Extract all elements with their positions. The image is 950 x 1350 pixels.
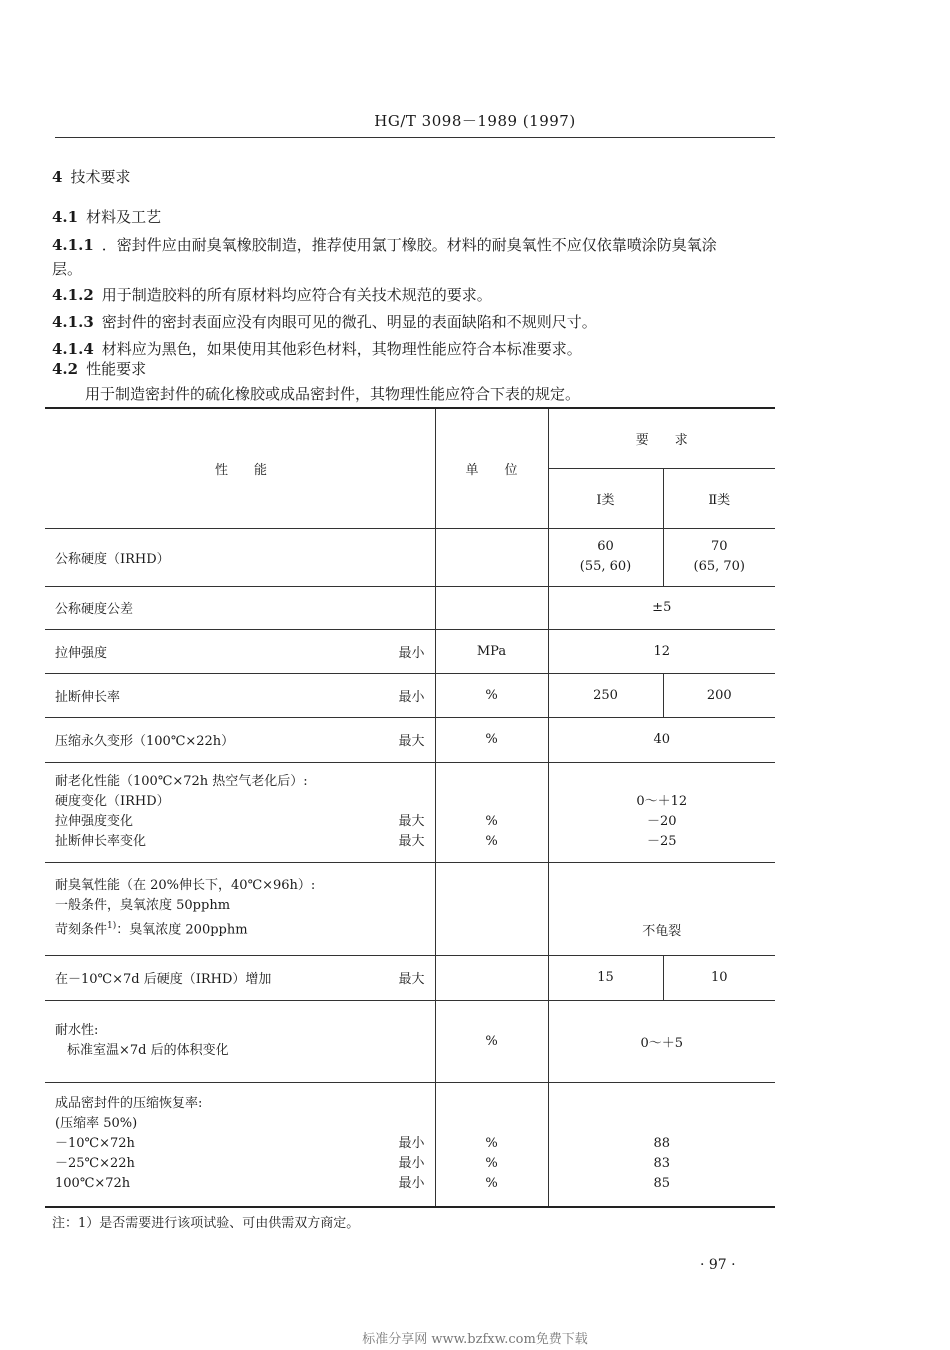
header-requirement: 要 求	[548, 408, 775, 468]
clause-4-1-4	[52, 338, 582, 359]
requirement-value: ±5	[548, 586, 775, 629]
property-line: －10℃×72h	[55, 1136, 135, 1152]
clause-number: 4.1.3	[52, 313, 94, 331]
clause-text: 密封件的密封表面应没有肉眼可见的微孔、明显的表面缺陷和不规则尺寸。	[101, 313, 597, 331]
table-footnote: 注：1）是否需要进行该项试验、可由供需双方商定。	[52, 1216, 360, 1231]
property-cell	[45, 1082, 435, 1207]
requirement-value: 0～＋5	[548, 1000, 775, 1082]
property-line: 耐臭氧性能（在 20%伸长下，40℃×96h）:	[55, 878, 316, 894]
property-name: 在－10℃×7d 后硬度（IRHD）增加	[55, 972, 272, 987]
unit-cell	[435, 955, 548, 1000]
row-compression-set	[45, 717, 775, 762]
header-class-2: Ⅱ类	[663, 468, 775, 528]
performance-table	[45, 407, 775, 1208]
unit-cell	[435, 762, 548, 862]
property-line: 成品密封件的压缩恢复率:	[55, 1096, 203, 1112]
property-name: 拉伸强度	[55, 645, 108, 661]
property-line: 耐水性:	[55, 1023, 99, 1038]
row-hardness	[45, 528, 775, 586]
clause-number: 4.1.1	[52, 236, 94, 254]
row-aging	[45, 762, 775, 862]
heading-text: 材料及工艺	[86, 208, 162, 226]
heading-text: 性能要求	[86, 360, 147, 378]
heading-text: 技术要求	[70, 168, 131, 186]
heading-4-2	[52, 358, 146, 379]
property-cell	[45, 762, 435, 862]
table-intro: 用于制造密封件的硫化橡胶或成品密封件，其物理性能应符合下表的规定。	[85, 385, 581, 403]
unit-line: %	[485, 1176, 498, 1192]
page-number: · 97 ·	[700, 1257, 736, 1273]
qualifier: 最小	[398, 689, 425, 705]
property-line: 硬度变化（IRHD）	[55, 794, 170, 809]
class-1-value: 250	[548, 673, 663, 717]
clause-4-1-1	[52, 234, 717, 255]
table-header-row	[45, 408, 775, 468]
clause-4-1-2	[52, 284, 492, 305]
property-line: 扯断伸长率变化	[55, 834, 147, 849]
property-line	[55, 916, 248, 940]
qualifier: 最大	[398, 734, 425, 749]
requirement-value	[548, 762, 775, 862]
heading-number: 4	[52, 168, 63, 186]
clause-text: ．密封件应由耐臭氧橡胶制造，推荐使用氯丁橡胶。材料的耐臭氧性不应仅依靠喷涂防臭氧涂	[101, 236, 717, 254]
requirement-value: 40	[548, 717, 775, 762]
property-line: 100℃×72h	[55, 1176, 131, 1192]
row-elongation	[45, 673, 775, 717]
heading-4-1	[52, 206, 161, 227]
value-line: 88	[653, 1136, 671, 1152]
qualifier: 最小	[398, 1176, 425, 1192]
property-name: 压缩永久变形（100℃×22h）	[55, 734, 235, 749]
requirement-value: 12	[548, 629, 775, 673]
property-text: ：臭氧浓度 200pphm	[116, 922, 248, 938]
property-line: 拉伸强度变化	[55, 814, 134, 829]
header-rule	[55, 137, 775, 138]
property-name: 扯断伸长率	[55, 689, 121, 705]
unit-line: %	[485, 814, 498, 829]
value-line: 85	[653, 1176, 671, 1192]
value-line: 70	[710, 539, 728, 554]
unit-cell: %	[435, 1000, 548, 1082]
row-compression-recovery	[45, 1082, 775, 1207]
row-low-temperature	[45, 955, 775, 1000]
requirement-value: 不龟裂	[548, 862, 775, 955]
value-line: 60	[597, 539, 614, 554]
row-tolerance	[45, 586, 775, 629]
property-line: 耐老化性能（100℃×72h 热空气老化后）:	[55, 774, 308, 789]
clause-4-1-1-continued: 层。	[52, 260, 83, 278]
clause-text: 材料应为黑色，如果使用其他彩色材料，其物理性能应符合本标准要求。	[101, 340, 582, 358]
clause-4-1-3	[52, 311, 597, 332]
unit-cell	[435, 586, 548, 629]
header-unit: 单 位	[435, 408, 548, 528]
unit-line: %	[485, 1136, 498, 1152]
class-2-value: 200	[663, 673, 775, 717]
qualifier: 最大	[398, 972, 425, 987]
qualifier: 最小	[398, 645, 425, 661]
property-line: 一般条件，臭氧浓度 50pphm	[55, 898, 231, 914]
value-line: (55, 60)	[579, 559, 632, 574]
class-1-value: 15	[548, 955, 663, 1000]
unit-line: %	[485, 1156, 498, 1172]
unit-cell	[435, 528, 548, 586]
row-ozone	[45, 862, 775, 955]
value-line: (65, 70)	[693, 559, 745, 574]
row-tensile	[45, 629, 775, 673]
property-text: 苛刻条件	[55, 922, 108, 938]
class-2-value	[663, 528, 775, 586]
qualifier: 最小	[398, 1136, 425, 1152]
unit-cell	[435, 1082, 548, 1207]
property-name: 公称硬度（IRHD）	[55, 551, 170, 567]
property-line: －25℃×22h	[55, 1156, 135, 1172]
property-line: (压缩率 50%)	[55, 1116, 138, 1132]
class-2-value: 10	[663, 955, 775, 1000]
running-header: HG/T 3098－1989 (1997)	[374, 112, 576, 130]
footnote-mark: 1)	[107, 921, 117, 932]
qualifier: 最小	[398, 1156, 425, 1172]
unit-cell	[435, 862, 548, 955]
value-line: 83	[653, 1156, 671, 1172]
clause-number: 4.1.4	[52, 340, 94, 358]
qualifier: 最大	[398, 834, 425, 849]
property-line: 标准室温×7d 后的体积变化	[67, 1043, 229, 1058]
heading-number: 4.1	[52, 208, 79, 226]
value-line: 0～＋12	[636, 794, 688, 809]
watermark: 标准分享网 www.bzfxw.com免费下载	[362, 1332, 588, 1347]
row-water-resistance	[45, 1000, 775, 1082]
unit-cell: MPa	[435, 629, 548, 673]
value-line: －20	[646, 814, 677, 829]
qualifier: 最大	[398, 814, 425, 829]
class-1-value	[548, 528, 663, 586]
property-cell	[45, 862, 435, 955]
requirement-value	[548, 1082, 775, 1207]
heading-4	[52, 166, 130, 187]
value-line: －25	[646, 834, 677, 849]
heading-number: 4.2	[52, 360, 79, 378]
header-class-1: Ⅰ类	[548, 468, 663, 528]
unit-line: %	[485, 834, 498, 849]
clause-text: 用于制造胶料的所有原材料均应符合有关技术规范的要求。	[101, 286, 492, 304]
property-name: 公称硬度公差	[55, 602, 134, 617]
unit-cell: %	[435, 717, 548, 762]
clause-number: 4.1.2	[52, 286, 94, 304]
unit-cell: %	[435, 673, 548, 717]
header-property: 性 能	[45, 408, 435, 528]
property-cell	[45, 1000, 435, 1082]
